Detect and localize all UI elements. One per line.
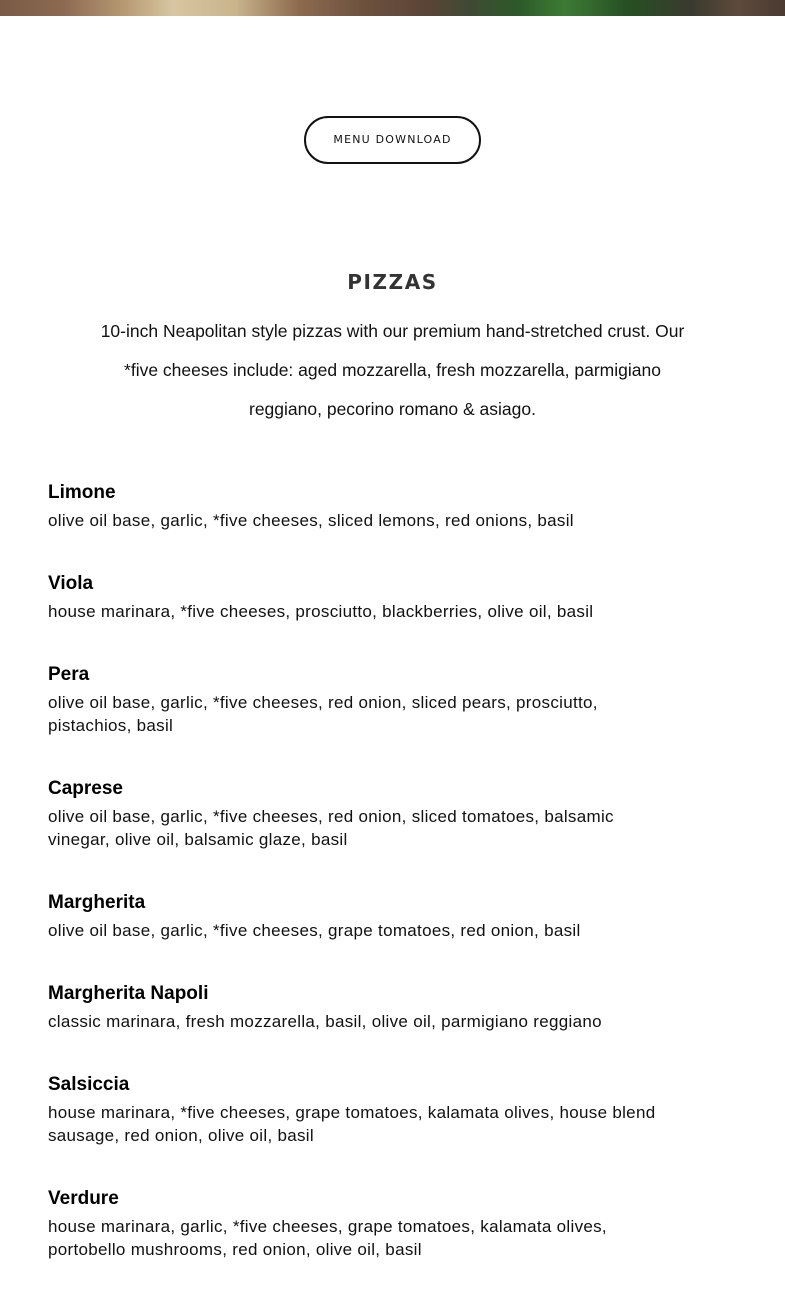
item-description: house marinara, *five cheeses, grape tomatoes, kalamata olives, house blend sausage, red onion, olive oil, basil	[48, 1103, 656, 1145]
menu-download-wrap	[0, 116, 785, 164]
item-name: Verdure	[48, 1188, 119, 1209]
item-name: Pera	[48, 664, 90, 685]
item-description: olive oil base, garlic, *five cheeses, grape tomatoes, red onion, basil	[48, 921, 581, 940]
menu-item-caprese	[48, 777, 668, 851]
menu-item-verdure	[48, 1187, 668, 1261]
item-name: Limone	[48, 482, 116, 503]
menu-item-pera	[48, 663, 668, 737]
menu-item-margherita	[48, 891, 668, 942]
item-description: olive oil base, garlic, *five cheeses, red onion, sliced tomatoes, balsamic vinegar, olive oil, balsamic glaze, basil	[48, 807, 614, 849]
menu-item-salsiccia	[48, 1073, 668, 1147]
hero-image	[0, 0, 785, 16]
item-name: Salsiccia	[48, 1074, 130, 1095]
menu-list	[48, 481, 668, 1301]
item-name: Margherita	[48, 892, 146, 913]
item-description: olive oil base, garlic, *five cheeses, sliced lemons, red onions, basil	[48, 511, 574, 530]
item-description: classic marinara, fresh mozzarella, basil, olive oil, parmigiano reggiano	[48, 1012, 602, 1031]
menu-item-limone	[48, 481, 668, 532]
item-name: Margherita Napoli	[48, 983, 209, 1004]
item-description: house marinara, *five cheeses, prosciutto, blackberries, olive oil, basil	[48, 602, 594, 621]
menu-download-button[interactable]: MENU DOWNLOAD	[304, 116, 481, 164]
item-name: Caprese	[48, 778, 123, 799]
menu-item-margherita-napoli	[48, 982, 668, 1033]
section-title: PIZZAS	[347, 270, 438, 294]
section-description: 10-inch Neapolitan style pizzas with our premium hand-stretched crust. Our *five cheeses include: aged mozzarella, fresh mozzarella, parmigiano reggiano, pecorino romano & asiago.	[100, 321, 685, 419]
menu-item-viola	[48, 572, 668, 623]
item-description: house marinara, garlic, *five cheeses, grape tomatoes, kalamata olives, portobello mushrooms, red onion, olive oil, basil	[48, 1217, 607, 1259]
item-description: olive oil base, garlic, *five cheeses, red onion, sliced pears, prosciutto, pistachios, basil	[48, 693, 598, 735]
item-name: Viola	[48, 573, 94, 594]
